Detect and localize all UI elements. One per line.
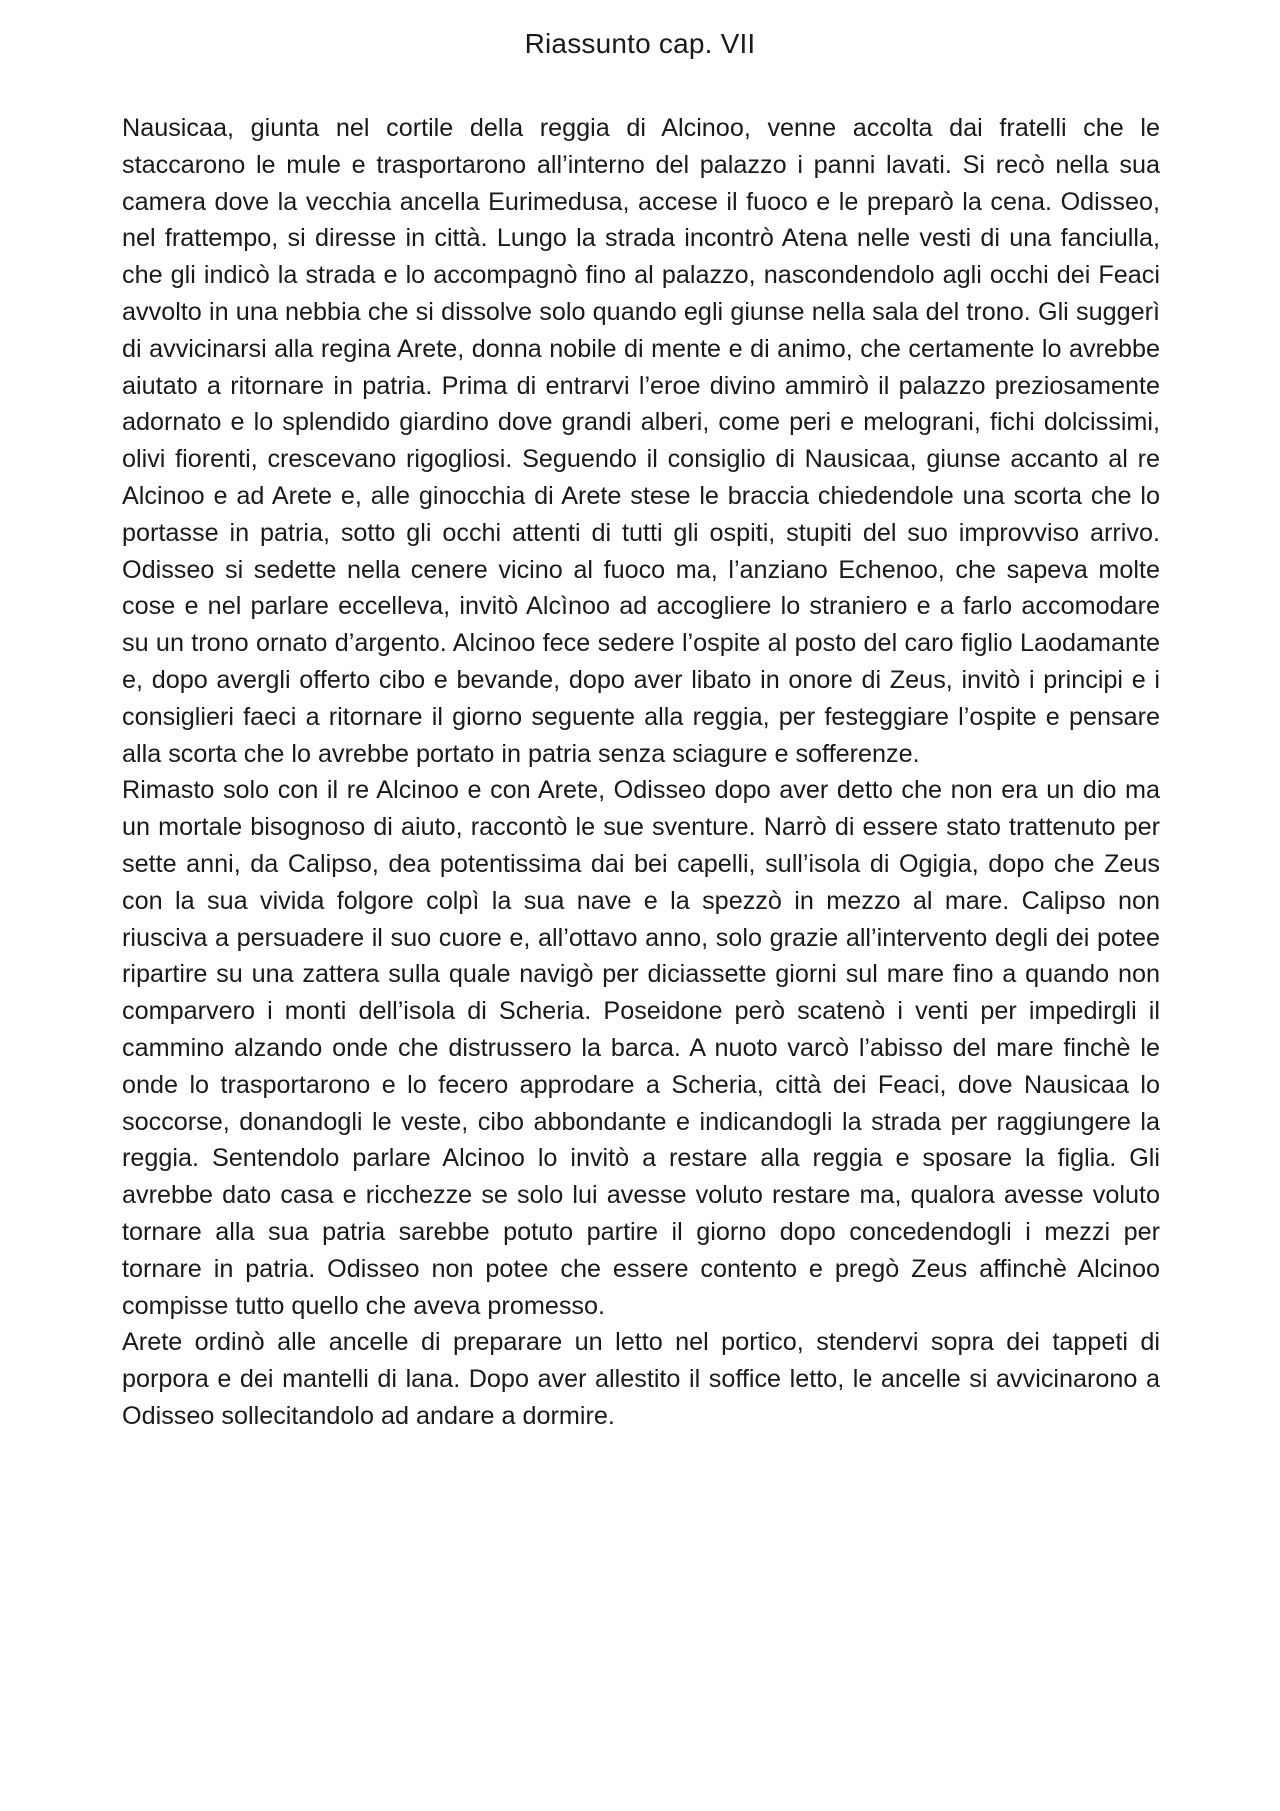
document-body — [122, 110, 1160, 1435]
paragraph: Arete ordinò alle ancelle di preparare un letto nel portico, stendervi sopra dei tappeti di porpora e dei mantelli di lana. Dopo aver allestito il soffice letto, le ancelle si avvicinarono a Odisseo sollecitandolo ad andare a dormire. — [122, 1328, 1160, 1430]
paragraph: Nausicaa, giunta nel cortile della reggia di Alcinoo, venne accolta dai fratelli che le staccarono le mule e trasportarono all’interno del palazzo i panni lavati. Si recò nella sua camera dove la vecchia ancella Eurimedusa, accese il fuoco e le preparò la cena. Odisseo, nel frattempo, si diresse in città. Lungo la strada incontrò Atena nelle vesti di una fanciulla, che gli indicò la strada e lo accompagnò fino al palazzo, nascondendolo agli occhi dei Feaci avvolto in una nebbia che si dissolve solo quando egli giunse nella sala del trono. Gli suggerì di avvicinarsi alla regina Arete, donna nobile di mente e di animo, che certamente lo avrebbe aiutato a ritornare in patria. Prima di entrarvi l’eroe divino ammirò il palazzo preziosamente adornato e lo splendido giardino dove grandi alberi, come peri e melograni, fichi dolcissimi, olivi fiorenti, crescevano rigogliosi. Seguendo il consiglio di Nausicaa, giunse accanto al re Alcinoo e ad Arete e, alle ginocchia di Arete stese le braccia chiedendole una scorta che lo portasse in patria, sotto gli occhi attenti di tutti gli ospiti, stupiti del suo improvviso arrivo. Odisseo si sedette nella cenere vicino al fuoco ma, l’anziano Echenoo, che sapeva molte cose e nel parlare eccelleva, invitò Alcìnoo ad accogliere lo straniero e a farlo accomodare su un trono ornato d’argento. Alcinoo fece sedere l’ospite al posto del caro figlio Laodamante e, dopo avergli offerto cibo e bevande, dopo aver libato in onore di Zeus, invitò i principi e i consiglieri faeci a ritornare il giorno seguente alla reggia, per festeggiare l’ospite e pensare alla scorta che lo avrebbe portato in patria senza sciagure e sofferenze. — [122, 114, 1160, 768]
page-title: Riassunto cap. VII — [524, 28, 756, 59]
paragraph: Rimasto solo con il re Alcinoo e con Arete, Odisseo dopo aver detto che non era un dio ma un mortale bisognoso di aiuto, raccontò le sue sventure. Narrò di essere stato trattenuto per sette anni, da Calipso, dea potentissima dai bei capelli, sull’isola di Ogigia, dopo che Zeus con la sua vivida folgore colpì la sua nave e la spezzò in mezzo al mare. Calipso non riusciva a persuadere il suo cuore e, all’ottavo anno, solo grazie all’intervento degli dei potee ripartire su una zattera sulla quale navigò per diciassette giorni sul mare fino a quando non comparvero i monti dell’isola di Scheria. Poseidone però scatenò i venti per impedirgli il cammino alzando onde che distrussero la barca. A nuoto varcò l’abisso del mare finchè le onde lo trasportarono e lo fecero approdare a Scheria, città dei Feaci, dove Nausicaa lo soccorse, donandogli le veste, cibo abbondante e indicandogli la strada per raggiungere la reggia. Sentendolo parlare Alcinoo lo invitò a restare alla reggia e sposare la figlia. Gli avrebbe dato casa e ricchezze se solo lui avesse voluto restare ma, qualora avesse voluto tornare alla sua patria sarebbe potuto partire il giorno dopo concedendogli i mezzi per tornare in patria. Odisseo non potee che essere contento e pregò Zeus affinchè Alcinoo compisse tutto quello che aveva promesso. — [122, 776, 1160, 1320]
